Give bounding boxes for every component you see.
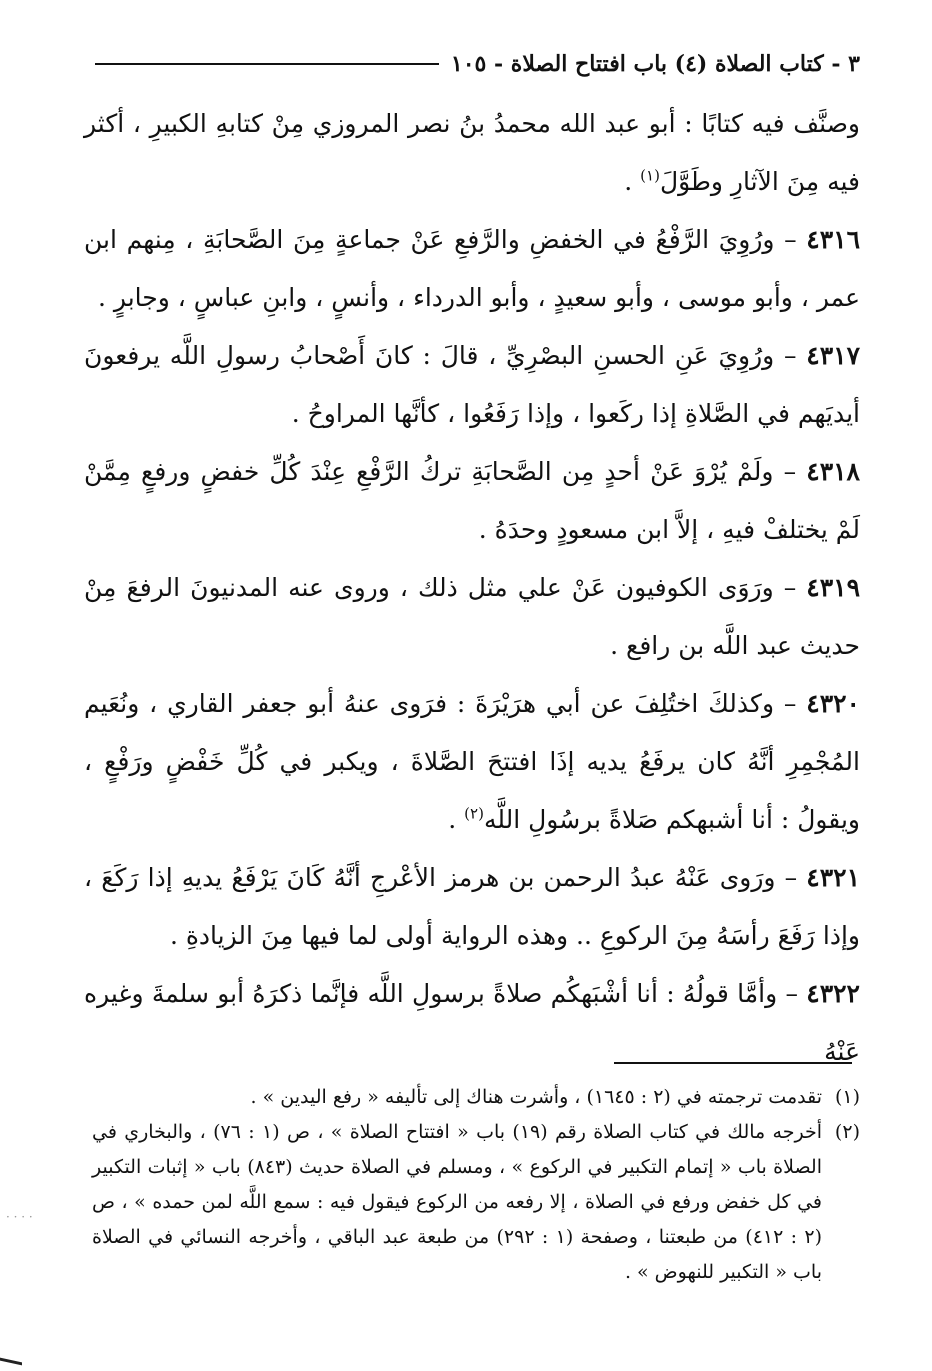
footnote-text: تقدمت ترجمته في (٢ : ١٦٤٥) ، وأشرت هناك إلى تأليفه « رفع اليدين » . [250, 1086, 822, 1108]
paragraph-4320 [84, 675, 860, 849]
paragraph-4318 [84, 443, 860, 559]
footnote-separator [614, 1062, 852, 1064]
number-dash: – [774, 225, 807, 254]
paragraph-text: ورُوِيَ عَنِ الحسنِ البصْرِيِّ ، قالَ : كانَ أَصْحابُ رسولِ اللَّه يرفعونَ أيديَهم في الصَّلاةِ إذا ركَعوا ، وإذا رَفَعُوا ، كأنَّها المراوحُ . [84, 341, 860, 428]
paragraph-text: وصنَّف فيه كتابًا : أبو عبد الله محمدُ بنُ نصر المروزي مِنْ كتابهِ الكبيرِ ، أكثر فيه مِنَ الآثارِ وطَوَّلَ [84, 109, 860, 196]
paragraph-number: ٤٣٢٢ [806, 979, 860, 1008]
paragraph-number: ٤٣٢١ [806, 863, 860, 892]
paragraph-number: ٤٣٢٠ [806, 689, 860, 718]
paragraph-text: ورَوى عَنْهُ عبدُ الرحمن بن هرمز الأعْرجِ أنَّهُ كَانَ يَرْفَعُ يديهِ إذا رَكَعَ ، وإذا رَفَعَ رأسَهُ مِنَ الركوعِ .. وهذه الرواية أولى لما فيها مِنَ الزيادةِ . [84, 863, 860, 950]
paragraph-4317 [84, 327, 860, 443]
paragraph-intro [84, 95, 860, 211]
footnote-marker: (٢) [834, 1121, 860, 1143]
number-dash: – [777, 979, 807, 1008]
footnote-text: أخرجه مالك في كتاب الصلاة رقم (١٩) باب « افتتاح الصلاة » ، ص (١ : ٧٦) ، والبخاري في الصلاة باب « إتمام التكبير في الركوع » ، ومسلم في الصلاة حديث (٨٤٣) باب « إثبات التكبير في كل خفض ورفع في الصلاة ، إلا رفعه من الركوع فيقول فيه : سمع اللَّه لمن حمده » ، ص (٢ : ٤١٢) من طبعتنا ، وصفحة (١ : ٢٩٢) من طبعة عبد الباقي ، وأخرجه النسائي في الصلاة باب « التكبير للنهوض » . [92, 1121, 823, 1283]
paragraph-number: ٤٣١٦ [806, 225, 860, 254]
footnotes [92, 1080, 860, 1290]
footnote-1 [92, 1080, 860, 1115]
number-dash: – [773, 573, 807, 602]
number-dash: – [775, 863, 807, 892]
running-header-title: ٣ - كتاب الصلاة (٤) باب افتتاح الصلاة - ١٠٥ [450, 51, 860, 77]
scan-margin-mark: · · · · [6, 1210, 33, 1224]
paragraph-text: وأمَّا قولُهُ : أنا أشْبَهكُم صلاةً برسولِ اللَّه فإنَّما ذكرَهُ أبو سلمةَ وغيره عَنْهُ [84, 979, 860, 1066]
scan-edge-mark [0, 1344, 22, 1366]
number-dash: – [773, 457, 807, 486]
paragraph-tail: . [448, 805, 465, 834]
paragraph-text: ولَمْ يُرْوَ عَنْ أحدٍ مِن الصَّحابَةِ تركُ الرَّفْعِ عِنْدَ كُلِّ خفضٍ ورفعٍ مِمَّنْ لَمْ يختلفْ فيهِ ، إلاَّ ابن مسعودٍ وحدَهُ . [84, 457, 860, 544]
paragraph-4316 [84, 211, 860, 327]
paragraph-4321 [84, 849, 860, 965]
paragraph-text: ورَوَى الكوفيون عَنْ علي مثل ذلك ، وروى عنه المدنيونَ الرفعَ مِنْ حديث عبد اللَّه بن رافع . [84, 573, 860, 660]
main-text [84, 95, 860, 1081]
footnote-ref: (١) [640, 166, 660, 185]
footnote-marker: (١) [834, 1086, 860, 1108]
paragraph-number: ٤٣١٩ [806, 573, 860, 602]
paragraph-4319 [84, 559, 860, 675]
paragraph-number: ٤٣١٧ [806, 341, 860, 370]
paragraph-number: ٤٣١٨ [806, 457, 860, 486]
number-dash: – [774, 689, 807, 718]
paragraph-text: وكذلكَ اختُلِفَ عن أبي هرَيْرَةَ : فرَوى عنهُ أبو جعفر القاري ، ونُعَيم المُجْمِرِ أنَّهُ كان يرفَعُ يديه إذَا افتتحَ الصَّلاةَ ، ويكبر في كُلِّ خَفْضٍ ورَفْعٍ ، ويقولُ : أنا أشبهكم صَلاةً برسُولِ اللَّه [84, 689, 860, 834]
footnote-ref: (٢) [464, 804, 484, 823]
number-dash: – [774, 341, 807, 370]
header-rule [95, 63, 439, 65]
running-header [95, 44, 860, 84]
footnote-2 [92, 1115, 860, 1290]
paragraph-tail: . [624, 167, 641, 196]
paragraph-text: ورُوِيَ الرَّفْعُ في الخفضِ والرَّفعِ عَنْ جماعةٍ مِنَ الصَّحابَةِ ، مِنهم ابن عمر ، وأبو موسى ، وأبو سعيدٍ ، وأبو الدرداء ، وأنسٍ ، وابنِ عباسٍ ، وجابرٍ . [84, 225, 860, 312]
